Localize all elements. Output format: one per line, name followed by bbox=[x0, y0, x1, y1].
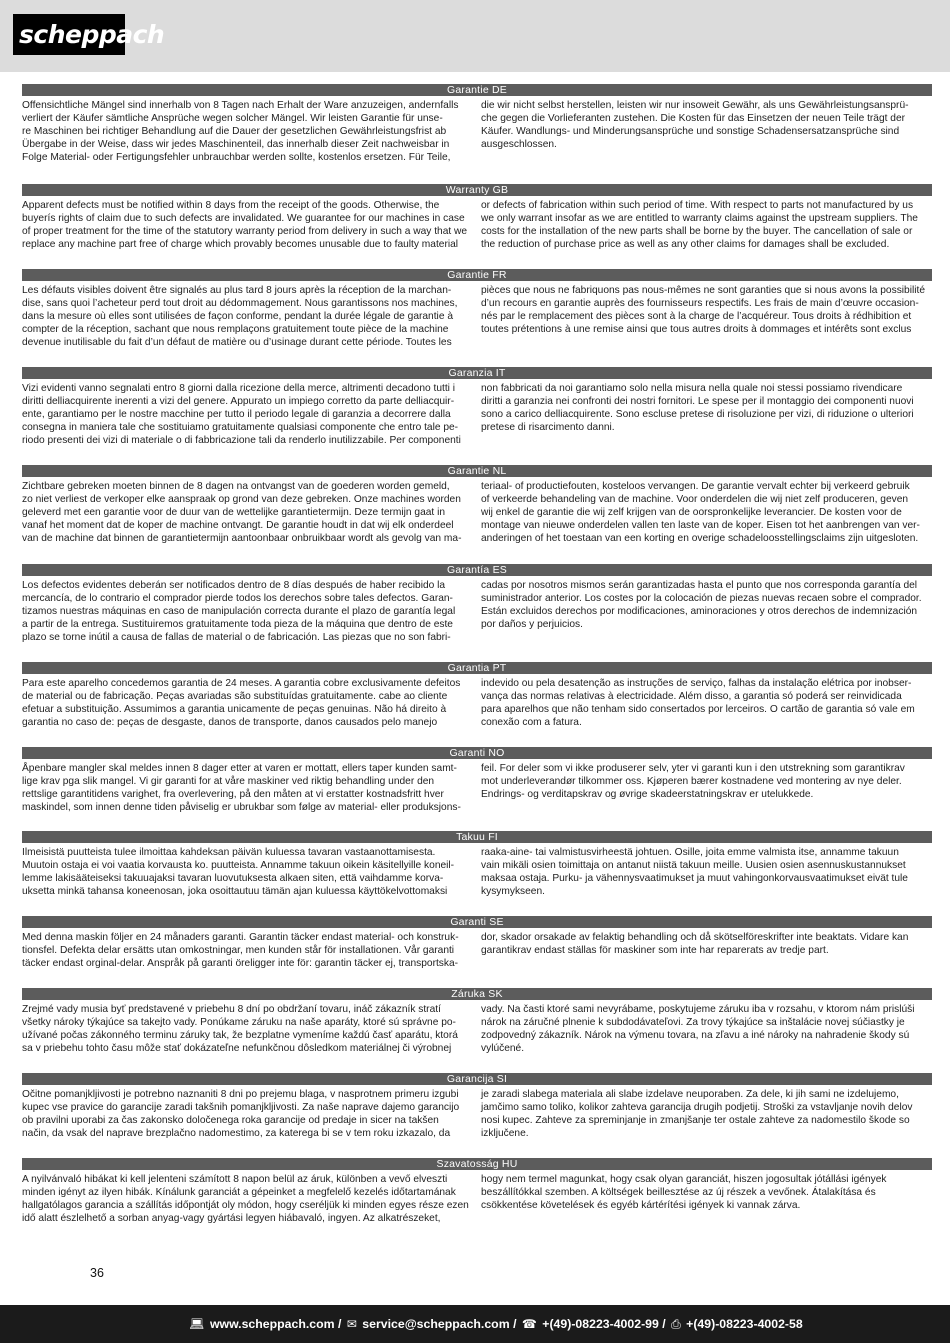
footer-contact-bar bbox=[0, 1305, 950, 1343]
header-bar bbox=[0, 0, 950, 72]
section-garantie-nl bbox=[22, 465, 932, 545]
telephone-icon: ☎︎ bbox=[521, 1317, 537, 1331]
section-heading: Garantie DE bbox=[22, 84, 932, 96]
section-text-right: feil. For deler som vi ikke produserer selv, yter vi garanti kun i den utstrekning som garantikrav mot underleverandør tilkommer oss. Kjøperen bærer kostnadene ved montering av nye deler. Endrings- og verditapskrav og øvrige skadeerstatningskrav er utelukkede. bbox=[481, 763, 905, 800]
section-text-right: dor, skador orsakade av felaktig behandling och då skötselföreskrifter inte beaktats. Vidare kan garantikrav endast ställas för maskiner som inte har reparerats av tredje part. bbox=[481, 932, 909, 956]
section-heading: Szavatosság HU bbox=[22, 1158, 932, 1170]
section-text-right: indevido ou pela desatenção as instruções de serviço, falhas da instalação elétrica por inobser- vança das normas relativas à electricidade. Além disso, a garantia só poderá ser reinvidicada para aparelhos que não tenham sido consertados por lerceiros. O cartão de garantia só vale em conexão com a fatura. bbox=[481, 678, 915, 728]
section-garanzia-it bbox=[22, 367, 932, 447]
section-heading: Garantie NL bbox=[22, 465, 932, 477]
section-text-right: or defects of fabrication within such period of time. With respect to parts not manufactured by us we only warrant insofar as we are entitled to warranty claims against the upstream suppliers. The costs for the installation of the new parts shall be borne by the buyer. The cancellation of sale or the reduction of purchase price as well as any other claims for damages shall be excluded. bbox=[481, 200, 918, 250]
section-heading: Záruka SK bbox=[22, 988, 932, 1000]
section-heading: Garanzia IT bbox=[22, 367, 932, 379]
section-garantia-pt bbox=[22, 662, 932, 729]
scheppach-logo bbox=[13, 14, 165, 55]
section-garanti-se bbox=[22, 916, 932, 970]
section-heading: Garanti NO bbox=[22, 747, 932, 759]
section-text-right: teriaal- of productiefouten, kosteloos vervangen. De garantie vervalt echter bij verkeerd gebruik of verkeerde behandeling van de machine. Voor onderdelen die wij niet zelf produceren, geven wij enkel de garantie die wij zelf krijgen van de oorspronkelijke leverancier. De kosten voor de montage van nieuwe onderdelen vallen ten laste van de koper. Eisen tot het aanbrengen van ver- anderingen of het toestaan van een korting en overige schadeloosstellingsclaims zijn uitgesloten. bbox=[481, 481, 920, 544]
section-szavatossag-hu bbox=[22, 1158, 932, 1225]
section-text-left: Les défauts visibles doivent être signalés au plus tard 8 jours après la réception de la marchan- dise, sans quoi l’acheteur perd tout droit au dédommagement. Nous garantissons nos machines, dans la mesure où elles sont utilisées de façon conforme, pendant la durée légale de garantie à compter de la réception, sachant que nous remplaçons gratuitement toute pièce de la machine devenue inutilisable du fait d’un défaut de matière ou d’usinage durant cette période. Toutes les bbox=[22, 285, 458, 348]
section-text-right: die wir nicht selbst herstellen, leisten wir nur insoweit Gewähr, als uns Gewährleistungsansprü- che gegen die Vorlieferanten zustehen. Die Kosten für das Einsetzen der neuen Teile trägt der Käufer. Wandlungs- und Minderungsansprüche und sonstige Schadensersatzansprüche sind ausgeschlossen. bbox=[481, 100, 909, 150]
section-text-left: A nyilvánvaló hibákat ki kell jelenteni számított 8 napon belül az áruk, különben a vevő elveszti minden igényt az ilyen hibák. Kínálunk garanciát a gépeinket a megfelelő kezelés időtartamának hallgatólagos garancia a szállítás időpontját oly módon, hogy cseréljük ki minden egyes része ezen idő alatt észlelhető a sorban anyag-vagy gyártási legyen hiábavaló, ingyen. Az alkatrészeket, bbox=[22, 1174, 469, 1224]
section-text-left: Åpenbare mangler skal meldes innen 8 dager etter at varen er mottatt, ellers taper kunden samt- lige krav pga slik mangel. Vi gir garanti for at våre maskiner ved riktig behandling under den rettslige garantitidens varighet, fra overlevering, på den måten at vi erstatter kostnadsfritt hver maskindel, som innen denne tiden påviselig er ubrukbar som følge av material- eller produksjons- bbox=[22, 763, 461, 813]
section-text-left: Offensichtliche Mängel sind innerhalb von 8 Tagen nach Erhalt der Ware anzuzeigen, andernfalls verliert der Käufer sämtliche Ansprüche wegen solcher Mängel. Wir leisten Garantie für unse- re Maschinen bei richtiger Behandlung auf die Dauer der gesetzlichen Gewährleistungsfrist ab Übergabe in der Weise, dass wir jedes Maschinenteil, das innerhalb dieser Zeit nachweisbar in Folge Material- oder Fertigungsfehler unbrauchbar werden sollte, kostenlos ersetzen. Für Teile, bbox=[22, 100, 459, 163]
section-heading: Garantía ES bbox=[22, 564, 932, 576]
envelope-icon: ✉︎ bbox=[346, 1317, 357, 1331]
section-text-left: Očitne pomanjkljivosti je potrebno naznaniti 8 dni po prejemu blaga, v nasprotnem primeru izgubi kupec vse pravice do garancije zaradi takšnih pomanjkljivosti. Za naše naprave dajemo garancijo ob pravilni uporabi za čas zakonsko določenega roka garancije od predaje in sicer na takšen način, da vsak del naprave brezplačno nadomestimo, za katerega bi se v tem roku izkazalo, da bbox=[22, 1089, 460, 1139]
email-link[interactable]: service@scheppach.com bbox=[362, 1317, 510, 1331]
section-heading: Warranty GB bbox=[22, 184, 932, 196]
section-heading: Garancija SI bbox=[22, 1073, 932, 1085]
section-text-right: cadas por nosotros mismos serán garantizadas hasta el punto que nos corresponda garantía del suministrador anterior. Los costes por la colocación de piezas nuevas recaen sobre el comprador. Están excluidos derechos por modificaciones, aminoraciones y otros derechos de indemnización por daños y perjuicios. bbox=[481, 580, 922, 630]
section-heading: Garantia PT bbox=[22, 662, 932, 674]
section-heading: Takuu FI bbox=[22, 831, 932, 843]
fax-number: +(49)-08223-4002-58 bbox=[686, 1317, 803, 1331]
section-heading: Garantie FR bbox=[22, 269, 932, 281]
computer-icon: 💻︎ bbox=[189, 1317, 205, 1331]
section-text-left: Med denna maskin följer en 24 månaders garanti. Garantin täcker endast material- och konstruk- tionsfel. Defekta delar ersätts utan omkostningar, men kunden står för installationen. Vår garanti täcker endast orginal-delar. Anspråk på garanti öreligger inte för: garantin täcker ej, transportska- bbox=[22, 932, 459, 969]
section-garantie-fr bbox=[22, 269, 932, 349]
section-garantia-es bbox=[22, 564, 932, 644]
website-link[interactable]: www.scheppach.com bbox=[209, 1317, 335, 1331]
page-number: 36 bbox=[90, 1266, 104, 1280]
separator: / bbox=[513, 1317, 517, 1331]
section-takuu-fi bbox=[22, 831, 932, 898]
separator: / bbox=[662, 1317, 666, 1331]
section-text-right: hogy nem termel magunkat, hogy csak olyan garanciát, hiszen jogosultak jótállási igények beszállítókkal szemben. A költségek beillesztése az új részek a vevőnek. Átalakítása és csökkentése követelések és egyéb kártérítési igények ki vannak zárva. bbox=[481, 1174, 887, 1211]
section-text-left: Vizi evidenti vanno segnalati entro 8 giorni dalla ricezione della merce, altrimenti decadono tutti i diritti delliacquirente inerenti a vizi del genere. Appurato un impiego corretto da parte delliacquir- ente, garantiamo per le nostre macchine per tutto il periodo legale di garanzia a decorrere dalla consegna in maniera tale che sostituiamo gratuitamente qualsiasi componente che entro tale pe- riodo presenti dei vizi di materiale o di fabbricazione tali da renderlo inutilizzabile. Per componenti bbox=[22, 383, 461, 446]
section-text-left: Zichtbare gebreken moeten binnen de 8 dagen na ontvangst van de goederen worden gemeld, zo niet verliest de verkoper elke aanspraak op grond van deze gebreken. Onze machines worden geleverd met een garantie voor de duur van de wettelijke garantietermijn. Deze termijn gaat in vanaf het moment dat de koper de machine ontvangt. De garantie houdt in dat wij elk onderdeel van de machine dat binnen de garantietermijn aantoonbaar onbruikbaar wordt als gevolg van ma- bbox=[22, 481, 462, 544]
section-text-right: vady. Na časti ktoré sami nevyrábame, poskytujeme záruku iba v rozsahu, v ktorom nám prislúši nárok na záručné plnenie k subdodávateľovi. Za trovy týkajúce sa inštalácie novej súčiastky je zodpovedný zákazník. Nárok na výmenu tovara, na zľavu a iné nároky na nahradenie škody sú vylúčené. bbox=[481, 1004, 915, 1054]
section-text-left: Apparent defects must be notified within 8 days from the receipt of the goods. Otherwise, the buyerís rights of claim due to such defects are invalidated. We guarantee for our machines in case of proper treatment for the time of the statutory warranty period from delivery in such a way that we replace any machine part free of charge which provably becomes unusable due to faulty material bbox=[22, 200, 468, 250]
section-garancija-si bbox=[22, 1073, 932, 1140]
section-text-right: je zaradi slabega materiala ali slabe izdelave neuporaben. Za dele, ki jih sami ne izdelujemo, jamčimo samo toliko, kolikor zahteva garancija drugih podjetij. Stroški za vstavljanje novih delov nosi kupec. Zahteve za spreminjanje in zmanjšanje ter ostale zahteve za nadomestilo škode so izključene. bbox=[481, 1089, 913, 1139]
section-text-right: non fabbricati da noi garantiamo solo nella misura nella quale noi stessi possiamo rivendicare diritti a garanzia nei confronti dei nostri fornitori. Le spese per il montaggio dei componenti nuovi sono a carico delliacquirente. Sono escluse pretese di risoluzione per vizi, di riduzione o ulteriori pretese di risarcimento danni. bbox=[481, 383, 914, 433]
separator: / bbox=[337, 1317, 342, 1331]
section-zaruka-sk bbox=[22, 988, 932, 1055]
phone-number: +(49)-08223-4002-99 bbox=[542, 1317, 659, 1331]
fax-icon: ⎙ bbox=[671, 1317, 681, 1331]
section-text-left: Ilmeisistä puutteista tulee ilmoittaa kahdeksan päivän kuluessa tavaran vastaanottamisesta. Muutoin ostaja ei voi vaatia korvausta ko. puutteista. Annamme takuun oikein käsitellyille koneil- lemme lakisääteiseksi takuuajaksi tavaran luovutuksesta alkaen siten, että vaihdamme korva- uksetta minkä tahansa koneenosan, joka osoittautuu tämän ajan kuluessa käyttökelvottomaksi bbox=[22, 847, 455, 897]
section-heading: Garanti SE bbox=[22, 916, 932, 928]
logo-text: scheppach bbox=[19, 20, 165, 49]
section-text-left: Para este aparelho concedemos garantia de 24 meses. A garantia cobre exclusivamente defeitos de material ou de fabricação. Peças avariadas são substituídas gratuitamente. cabe ao cliente efetuar a substituição. Assumimos a garantia unicamente de peças genuinas. Não há direito à garantia no caso de: peças de desgaste, danos de transporte, danos causados pelo manejo bbox=[22, 678, 461, 728]
section-text-right: pièces que nous ne fabriquons pas nous-mêmes ne sont garanties que si nous avons la possibilité d’un recours en garantie auprès des fournisseurs respectifs. Les frais de main d’œuvre occasion- nés par le remplacement des pièces sont à la charge de l’acquéreur. Tous droits à rédhibition et toutes prétentions à une remise ainsi que tous autres droits à dommages et intérêts sont exclus bbox=[481, 285, 925, 335]
section-garanti-no bbox=[22, 747, 932, 814]
section-warranty-gb bbox=[22, 184, 932, 251]
section-text-left: Zrejmé vady musia byť predstavené v priebehu 8 dní po obdržaní tovaru, ináč zákazník stratí všetky nároky týkajúce sa takejto vady. Ponúkame záruku na naše aparáty, ktoré sú správne po- užívané počas zákonného terminu záruky tak, že bezplatne vymeníme každú časť aparátu, ktorá sa v priebehu tohto času môže stať dokázateľne nefunkčnou dôsledkom materiálnej či výrobnej bbox=[22, 1004, 458, 1054]
section-text-left: Los defectos evidentes deberán ser notificados dentro de 8 días después de haber recibido la mercancía, de lo contrario el comprador pierde todos los derechos sobre tales defectos. Garan- tizamos nuestras máquinas en caso de manipulación correcta durante el plazo de garantía legal a partir de la entrega. Sustituiremos gratuitamente toda pieza de la máquina que dentro de este plazo se torne inútil a causa de fallas de material o de fabricación. Las piezas que no son fabri- bbox=[22, 580, 456, 643]
section-garantie-de bbox=[22, 84, 932, 164]
section-text-right: raaka-aine- tai valmistusvirheestä johtuen. Osille, joita emme valmista itse, annamme takuun vain mikäli osien toimittaja on antanut niistä takuun meille. Uusien osien asennuskustannukset maksaa ostaja. Purku- ja vähennysvaatimukset ja muut vahingonkorvausvaatimukset eivät tule kysymykseen. bbox=[481, 847, 908, 897]
